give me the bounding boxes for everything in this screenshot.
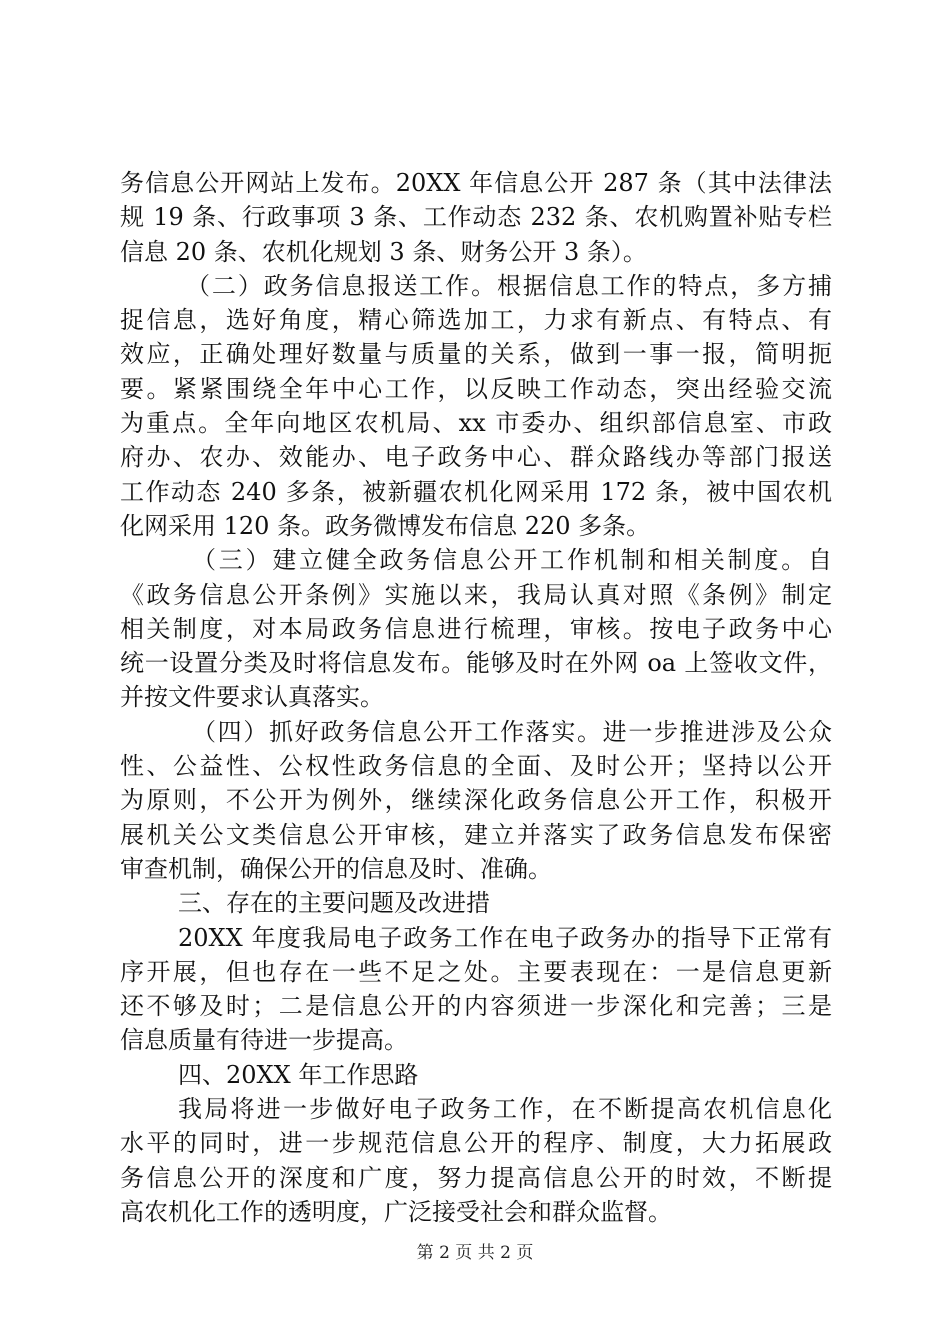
text-line: 务信息公开的深度和广度，努力提高信息公开的时效，不断提 [120, 1163, 832, 1192]
text-line: （三）建立健全政务信息公开工作机制和相关制度。自 [192, 546, 832, 575]
text-line: 规 19 条、行政事项 3 条、工作动态 232 条、农机购置补贴专栏 [120, 203, 832, 232]
text-line: 务信息公开网站上发布。20XX 年信息公开 287 条（其中法律法 [120, 169, 832, 197]
text-line: 化网采用 120 条。政务微博发布信息 220 多条。 [120, 511, 651, 540]
text-line: 相关制度，对本局政务信息进行梳理，审核。按电子政务中心 [120, 614, 832, 643]
text-line: 我局将进一步做好电子政务工作，在不断提高农机信息化 [178, 1095, 832, 1124]
text-line: 为原则，不公开为例外，继续深化政务信息公开工作，积极开 [120, 786, 832, 815]
text-line: 效应，正确处理好数量与质量的关系，做到一事一报，简明扼 [120, 340, 832, 369]
text-line: 展机关公文类信息公开审核，建立并落实了政务信息发布保密 [120, 820, 832, 849]
page-number-footer: 第 2 页 共 2 页 [416, 1243, 534, 1263]
text-line: 20XX 年度我局电子政务工作在电子政务办的指导下正常有 [178, 923, 832, 952]
text-line: 性、公益性、公权性政务信息的全面、及时公开；坚持以公开 [120, 752, 832, 781]
text-line: （二）政务信息报送工作。根据信息工作的特点，多方捕 [186, 271, 832, 300]
document-body [120, 166, 832, 1229]
text-line: 《政务信息公开条例》实施以来，我局认真对照《条例》制定 [120, 580, 832, 609]
text-line: 要。紧紧围绕全年中心工作，以反映工作动态，突出经验交流 [120, 374, 832, 403]
text-line: （四）抓好政务信息公开工作落实。进一步推进涉及公众 [192, 717, 832, 746]
text-line: 捉信息，选好角度，精心筛选加工，力求有新点、有特点、有 [120, 306, 832, 335]
text-line: 并按文件要求认真落实。 [120, 683, 384, 712]
text-line: 还不够及时；二是信息公开的内容须进一步深化和完善；三是 [120, 992, 832, 1021]
section-heading: 四、20XX 年工作思路 [178, 1060, 419, 1089]
section-heading: 三、存在的主要问题及改进措 [178, 889, 490, 918]
text-line: 审查机制，确保公开的信息及时、准确。 [120, 854, 552, 883]
text-line: 水平的同时，进一步规范信息公开的程序、制度，大力拓展政 [120, 1129, 832, 1158]
text-line: 统一设置分类及时将信息发布。能够及时在外网 oa 上签收文件， [120, 649, 832, 678]
text-line: 为重点。全年向地区农机局、xx 市委办、组织部信息室、市政 [120, 409, 832, 438]
text-line: 工作动态 240 多条，被新疆农机化网采用 172 条，被中国农机 [120, 477, 832, 506]
text-line: 高农机化工作的透明度，广泛接受社会和群众监督。 [120, 1197, 672, 1226]
text-line: 府办、农办、效能办、电子政务中心、群众路线办等部门报送 [120, 443, 832, 472]
text-line: 信息 20 条、农机化规划 3 条、财务公开 3 条）。 [120, 237, 647, 266]
text-line: 序开展，但也存在一些不足之处。主要表现在：一是信息更新 [120, 957, 832, 986]
text-line: 信息质量有待进一步提高。 [120, 1026, 408, 1055]
